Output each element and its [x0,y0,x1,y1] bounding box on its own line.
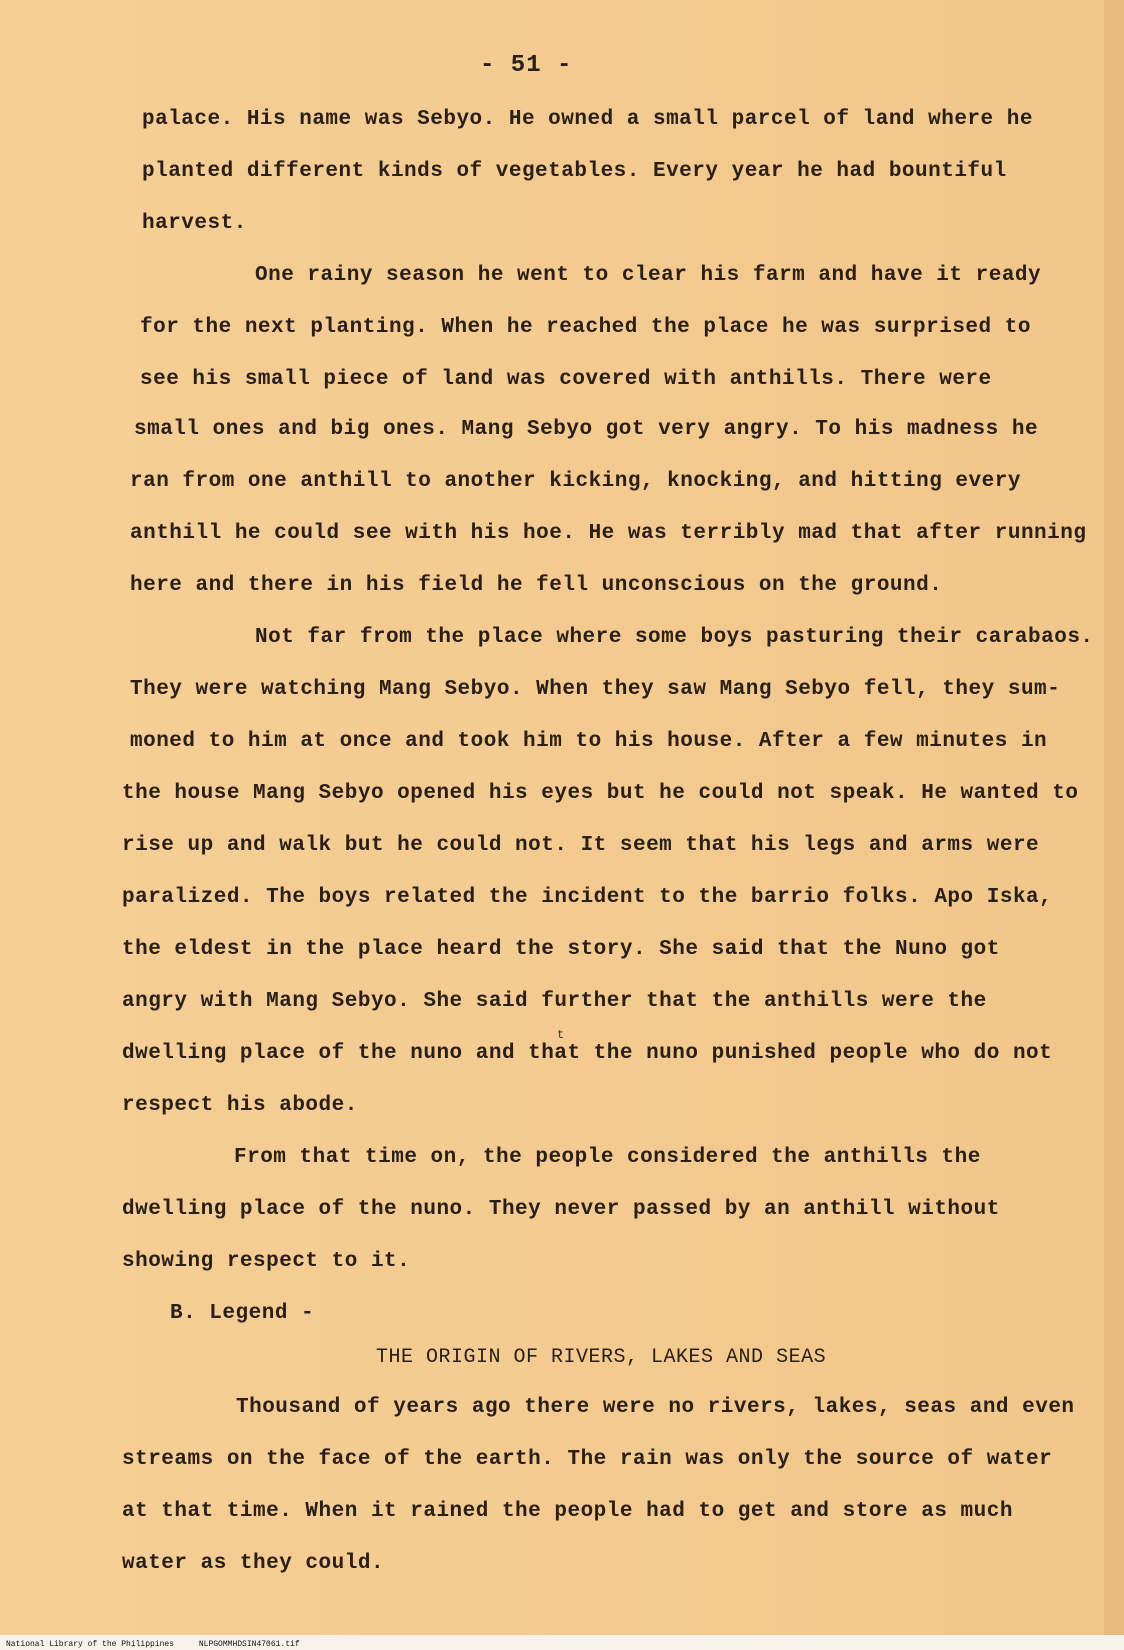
text-line: rise up and walk but he could not. It seem that his legs and arms were [122,834,1040,857]
text-line: showing respect to it. [122,1250,411,1273]
text-line: Thousand of years ago there were no rivers, lakes, seas and even [236,1396,1075,1419]
text-line: angry with Mang Sebyo. She said further that the anthills were the [122,990,987,1013]
text-line: small ones and big ones. Mang Sebyo got very angry. To his madness he [134,418,1039,441]
text-line: for the next planting. When he reached the place he was surprised to [140,316,1031,339]
insertion-mark: t [557,1028,565,1042]
footer-file: NLPGOMMHDSIN47061.tif [198,1640,300,1649]
text-line: dwelling place of the nuno. They never passed by an anthill without [122,1198,1000,1221]
footer-text [6,1640,320,1649]
text-line: the eldest in the place heard the story. She said that the Nuno got [122,938,1000,961]
section-label: B. Legend - [170,1302,315,1325]
text-line: the house Mang Sebyo opened his eyes but he could not speak. He wanted to [122,782,1079,805]
text-line: respect his abode. [122,1094,358,1117]
text-line: harvest. [142,212,247,235]
text-line: moned to him at once and took him to his house. After a few minutes in [130,730,1048,753]
page-number: - 51 - [480,52,573,79]
footer-library: National Library of the Philippines [6,1640,175,1649]
text-line: water as they could. [122,1552,385,1575]
text-line: planted different kinds of vegetables. Every year he had bountiful [142,160,1007,183]
page-edge [1104,0,1124,1650]
text-line: streams on the face of the earth. The rain was only the source of water [122,1448,1053,1471]
text-line: here and there in his field he fell unconscious on the ground. [130,574,943,597]
text-line: see his small piece of land was covered with anthills. There were [140,368,992,391]
text-line: Not far from the place where some boys pasturing their carabaos. [255,626,1094,649]
text-line: ran from one anthill to another kicking, knocking, and hitting every [130,470,1021,493]
text-line: at that time. When it rained the people had to get and store as much [122,1500,1013,1523]
text-line: They were watching Mang Sebyo. When they saw Mang Sebyo fell, they sum- [130,678,1061,701]
text-line: palace. His name was Sebyo. He owned a small parcel of land where he [142,108,1033,131]
text-line: paralized. The boys related the incident to the barrio folks. Apo Iska, [122,886,1053,909]
text-line: anthill he could see with his hoe. He was terribly mad that after running [130,522,1087,545]
scan-footer [0,1635,1124,1650]
text-line: One rainy season he went to clear his farm and have it ready [255,264,1042,287]
text-line: dwelling place of the nuno and that the nuno punished people who do not [122,1042,1053,1065]
text-line: From that time on, the people considered the anthills the [234,1146,981,1169]
section-heading: THE ORIGIN OF RIVERS, LAKES AND SEAS [376,1346,827,1369]
